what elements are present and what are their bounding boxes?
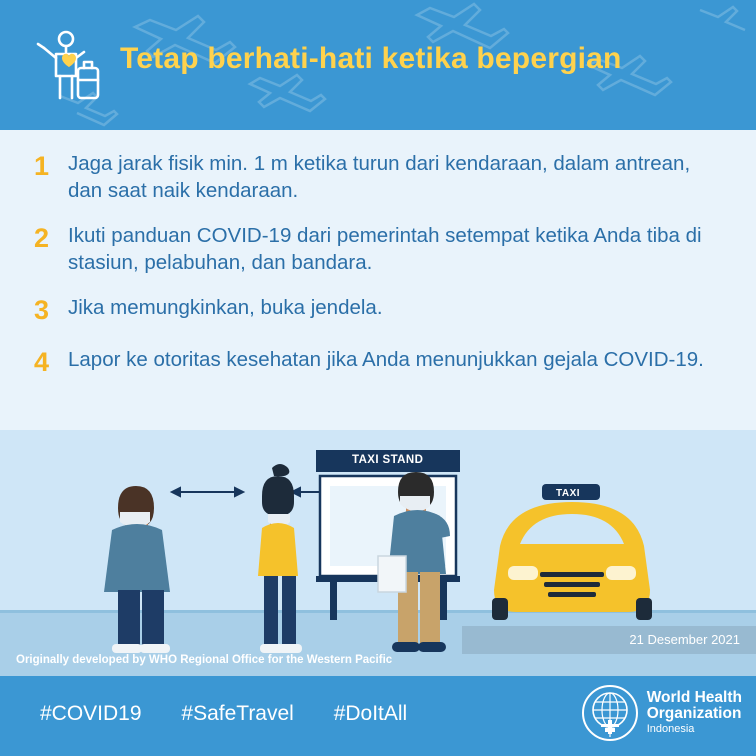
hashtag-list [40, 702, 441, 726]
list-item-number: 1 [34, 151, 50, 181]
traveler-with-suitcase-icon [32, 28, 106, 108]
who-wordmark [647, 690, 742, 736]
date-stamp: 21 Desember 2021 [629, 632, 740, 647]
list-item [0, 294, 756, 328]
taxi-stand-sign-label: TAXI STAND [352, 454, 424, 466]
footer-band [0, 654, 756, 756]
tips-list [0, 150, 756, 398]
who-logo [581, 684, 742, 742]
who-country: Indonesia [646, 723, 695, 736]
hashtag-covid19: #COVID19 [40, 702, 142, 725]
list-item-number: 4 [34, 346, 50, 377]
who-line-1: World Health [646, 689, 742, 707]
page-title: Tetap berhati-hati ketika bepergian [120, 42, 622, 75]
credit-line: Originally developed by WHO Regional Office for the Western Pacific [16, 654, 393, 666]
who-emblem-icon [581, 684, 639, 742]
list-item-number: 3 [34, 295, 50, 326]
list-item-text: Jika memungkinkan, buka jendela. [68, 296, 383, 320]
list-item-text: Jaga jarak fisik min. 1 m ketika turun dari kendaraan, dalam antrean, dan saat naik kendaraan. [68, 152, 691, 203]
hashtag-doitall: #DoItAll [333, 702, 408, 725]
list-item [0, 346, 756, 380]
list-item [0, 222, 756, 276]
list-item-number: 2 [34, 223, 50, 254]
who-line-2: Organization [646, 705, 742, 723]
person-standing-left-icon [104, 486, 170, 653]
taxi-roof-sign-label: TAXI [556, 488, 581, 499]
list-item-text: Ikuti panduan COVID-19 dari pemerintah setempat ketika Anda tiba di stasiun, pelabuhan, dan bandara. [68, 224, 702, 275]
taxi-car-icon [492, 484, 652, 620]
list-item [0, 150, 756, 204]
list-item-text: Lapor ke otoritas kesehatan jika Anda menunjukkan gejala COVID-19. [68, 347, 704, 371]
hashtag-safetravel: #SafeTravel [181, 702, 294, 725]
header-band [0, 0, 756, 130]
illustration-scene [0, 430, 756, 676]
